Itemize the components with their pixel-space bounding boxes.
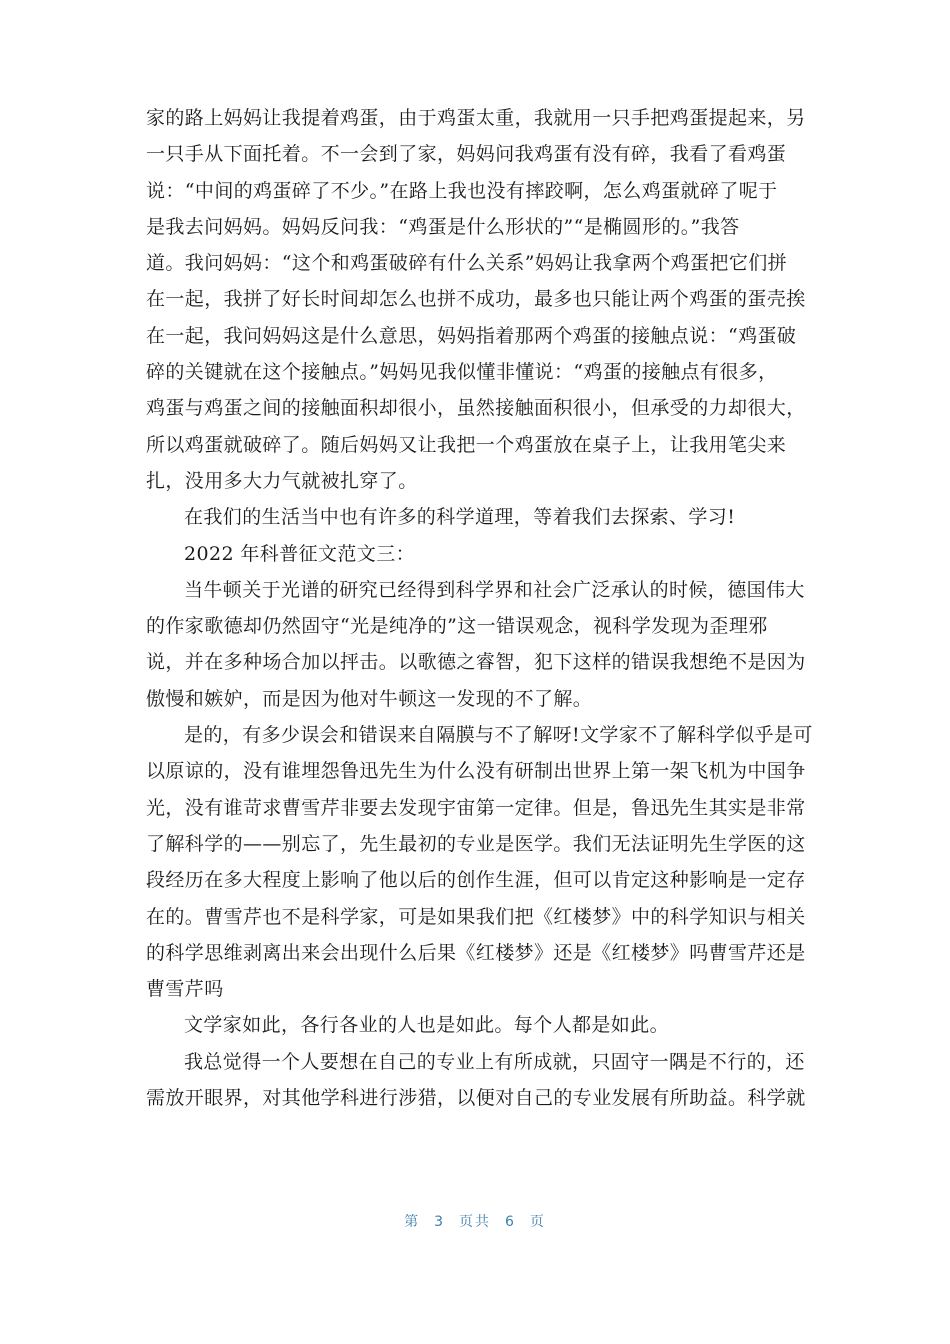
text-line: 在的。曹雪芹也不是科学家，可是如果我们把《红楼梦》中的科学知识与相关 (146, 905, 806, 928)
paragraph-start-line: 在我们的生活当中也有许多的科学道理，等着我们去探索、学习! (184, 506, 736, 529)
page-number: 3 (434, 1214, 445, 1230)
text-line: 鸡蛋与鸡蛋之间的接触面积却很小，虽然接触面积很小，但承受的力却很大， (146, 397, 806, 420)
paragraph-start-line: 我总觉得一个人要想在自己的专业上有所成就，只固守一隅是不行的，还 (184, 1050, 805, 1073)
text-line: 光，没有谁苛求曹雪芹非要去发现宇宙第一定律。但是，鲁迅先生其实是非常 (146, 796, 806, 819)
text-line: 的作家歌德却仍然固守“光是纯净的”这一错误观念，视科学发现为歪理邪 (146, 615, 768, 638)
paragraph-start-line: 文学家如此，各行各业的人也是如此。每个人都是如此。 (184, 1014, 670, 1037)
text-line: 扎，没用多大力气就被扎穿了。 (146, 469, 418, 492)
footer-word-di: 第 (404, 1214, 421, 1230)
footer-word-ye: 页 (529, 1214, 546, 1230)
page-footer (0, 1211, 950, 1231)
text-line: 段经历在多大程度上影响了他以后的创作生涯，但可以肯定这种影响是一定存 (146, 869, 806, 892)
text-line: 碎的关键就在这个接触点。”妈妈见我似懂非懂说：“鸡蛋的接触点有很多， (146, 361, 778, 384)
text-line: 曹雪芹吗 (146, 978, 224, 1001)
text-line: 说，并在多种场合加以抨击。以歌德之睿智，犯下这样的错误我想绝不是因为 (146, 651, 806, 674)
text-line: 傲慢和嫉妒，而是因为他对牛顿这一发现的不了解。 (146, 687, 593, 710)
footer-word-ye-gong: 页共 (459, 1214, 491, 1230)
text-line: 是我去问妈妈。妈妈反问我：“鸡蛋是什么形状的”“是椭圆形的。”我答 (146, 215, 740, 238)
paragraph-start-line: 是的，有多少误会和错误来自隔膜与不了解呀!文学家不了解科学似乎是可 (184, 724, 813, 747)
section-heading: 2022 年科普征文范文三： (184, 542, 415, 565)
text-line: 一只手从下面托着。不一会到了家，妈妈问我鸡蛋有没有碎，我看了看鸡蛋 (146, 143, 787, 166)
text-line: 说：“中间的鸡蛋碎了不少。”在路上我也没有摔跤啊，怎么鸡蛋就碎了呢于 (146, 179, 778, 202)
text-line: 了解科学的——别忘了，先生最初的专业是医学。我们无法证明先生学医的这 (146, 832, 806, 855)
paragraph-start-line: 当牛顿关于光谱的研究已经得到科学界和社会广泛承认的时候，德国伟大 (184, 578, 805, 601)
text-line: 以原谅的，没有谁埋怨鲁迅先生为什么没有研制出世界上第一架飞机为中国争 (146, 760, 806, 783)
text-line: 的科学思维剥离出来会出现什么后果《红楼梦》还是《红楼梦》吗曹雪芹还是 (146, 941, 806, 964)
text-line: 在一起，我问妈妈这是什么意思，妈妈指着那两个鸡蛋的接触点说：“鸡蛋破 (146, 324, 797, 347)
text-line: 家的路上妈妈让我提着鸡蛋，由于鸡蛋太重，我就用一只手把鸡蛋提起来，另 (146, 107, 806, 129)
text-line: 道。我问妈妈：“这个和鸡蛋破碎有什么关系”妈妈让我拿两个鸡蛋把它们拼 (146, 252, 788, 275)
total-pages: 6 (505, 1214, 516, 1230)
text-line: 在一起，我拼了好长时间却怎么也拼不成功，最多也只能让两个鸡蛋的蛋壳挨 (146, 288, 806, 311)
text-line: 需放开眼界，对其他学科进行涉猎，以便对自己的专业发展有所助益。科学就 (146, 1087, 806, 1110)
text-line: 所以鸡蛋就破碎了。随后妈妈又让我把一个鸡蛋放在桌子上，让我用笔尖来 (146, 433, 787, 456)
document-body (146, 100, 813, 1116)
